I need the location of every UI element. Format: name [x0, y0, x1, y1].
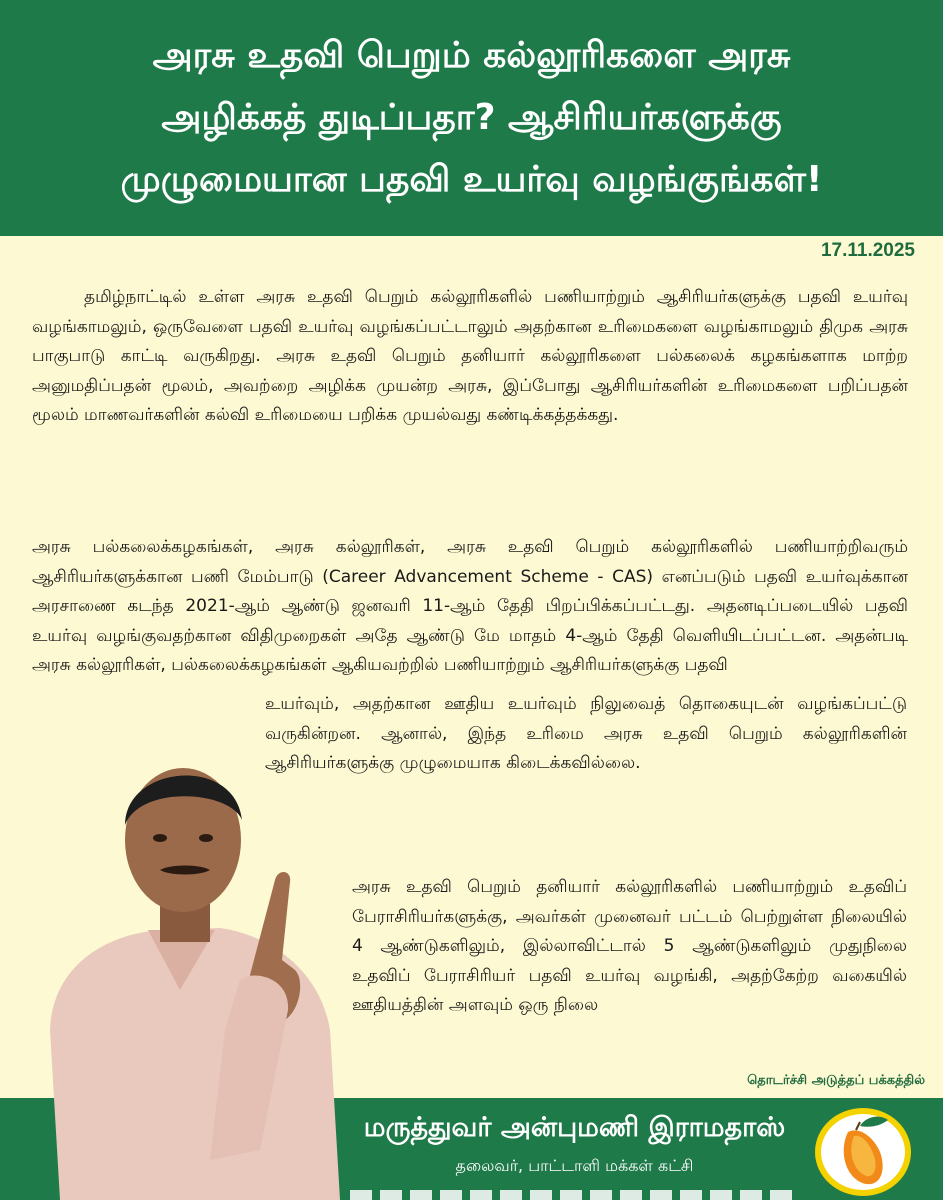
headline-line-1: அரசு உதவி பெறும் கல்லூரிகளை அரசு [152, 35, 791, 76]
statement-date: 17.11.2025 [820, 240, 915, 261]
continued-note: தொடர்ச்சி அடுத்தப் பக்கத்தில் [747, 1073, 925, 1088]
headline-line-3: முழுமையான பதவி உயர்வு வழங்குங்கள்! [120, 159, 823, 200]
party-logo-mango-icon [808, 1102, 918, 1198]
paragraph-1 [32, 283, 908, 431]
cropped-text-line [350, 1190, 800, 1200]
signatory-role: தலைவர், பாட்டாளி மக்கள் கட்சி [455, 1156, 694, 1175]
headline-line-2: அழிக்கத் துடிப்பதா? ஆசிரியர்களுக்கு [161, 97, 782, 138]
leader-portrait [20, 730, 350, 1200]
signatory-name: மருத்துவர் அன்புமணி இராமதாஸ் [363, 1112, 786, 1143]
paragraph-1-text: தமிழ்நாட்டில் உள்ள அரசு உதவி பெறும் கல்லூரிகளில் பணியாற்றும் ஆசிரியர்களுக்கு பதவி உயர்வு வழங்காமலும், ஒருவேளை பதவி உயர்வு வழங்கப்பட்டாலும் அதற்கான உரிமைகளை வழங்காமலும் திமுக அரசு பாகுபாடு காட்டி வருகிறது. அரசு உதவி பெறும் தனியார் கல்லூரிகளை பல்கலைக் கழகங்களாக மாற்ற அனுமதிப்பதன் மூலம், அவற்றை அழிக்க முயன்ற அரசு, இப்போது ஆசிரியர்களின் உரிமைகளை பறிப்பதன் மூலம் மாணவர்களின் கல்வி உரிமையை பறிக்க முயல்வது கண்டிக்கத்தக்கது. [32, 287, 908, 425]
paragraph-2: அரசு பல்கலைக்கழகங்கள், அரசு கல்லூரிகள், அரசு உதவி பெறும் கல்லூரிகளில் பணியாற்றிவரும் ஆசிரியர்களுக்கான பணி மேம்பாடு (Career Advancement Scheme - CAS) எனப்படும் பதவி உயர்வுக்கான அரசாணை கடந்த 2021-ஆம் ஆண்டு ஜனவரி 11-ஆம் தேதி பிறப்பிக்கப்பட்டது. அதனடிப்படையில் பதவி உயர்வு வழங்குவதற்கான விதிமுறைகள் அதே ஆண்டு மே மாதம் 4-ஆம் தேதி வெளியிடப்பட்டன. அதன்படி அரசு கல்லூரிகள், பல்கலைக்கழகங்கள் ஆகியவற்றில் பணியாற்றும் ஆசிரியர்களுக்கு பதவி [32, 537, 908, 675]
header-banner [0, 0, 943, 236]
paragraph-2-continuation: உயர்வும், அதற்கான ஊதிய உயர்வும் நிலுவைத் தொகையுடன் வழங்கப்பட்டு வருகின்றன. ஆனால், இந்த உரிமை அரசு உதவி பெறும் கல்லூரிகளின் ஆசிரியர்களுக்கு முழுமையாக கிடைக்கவில்லை. [265, 694, 907, 773]
paragraph-3: அரசு உதவி பெறும் தனியார் கல்லூரிகளில் பணியாற்றும் உதவிப் பேராசிரியர்களுக்கு, அவர்கள் முனைவர் பட்டம் பெற்றுள்ள நிலையில் 4 ஆண்டுகளிலும், இல்லாவிட்டால் 5 ஆண்டுகளிலும் முதுநிலை உதவிப் பேராசிரியர் பதவி உயர்வு வழங்கி, அதற்கேற்ற வகையில் ஊதியத்தின் அளவும் ஒரு நிலை [352, 877, 907, 1015]
